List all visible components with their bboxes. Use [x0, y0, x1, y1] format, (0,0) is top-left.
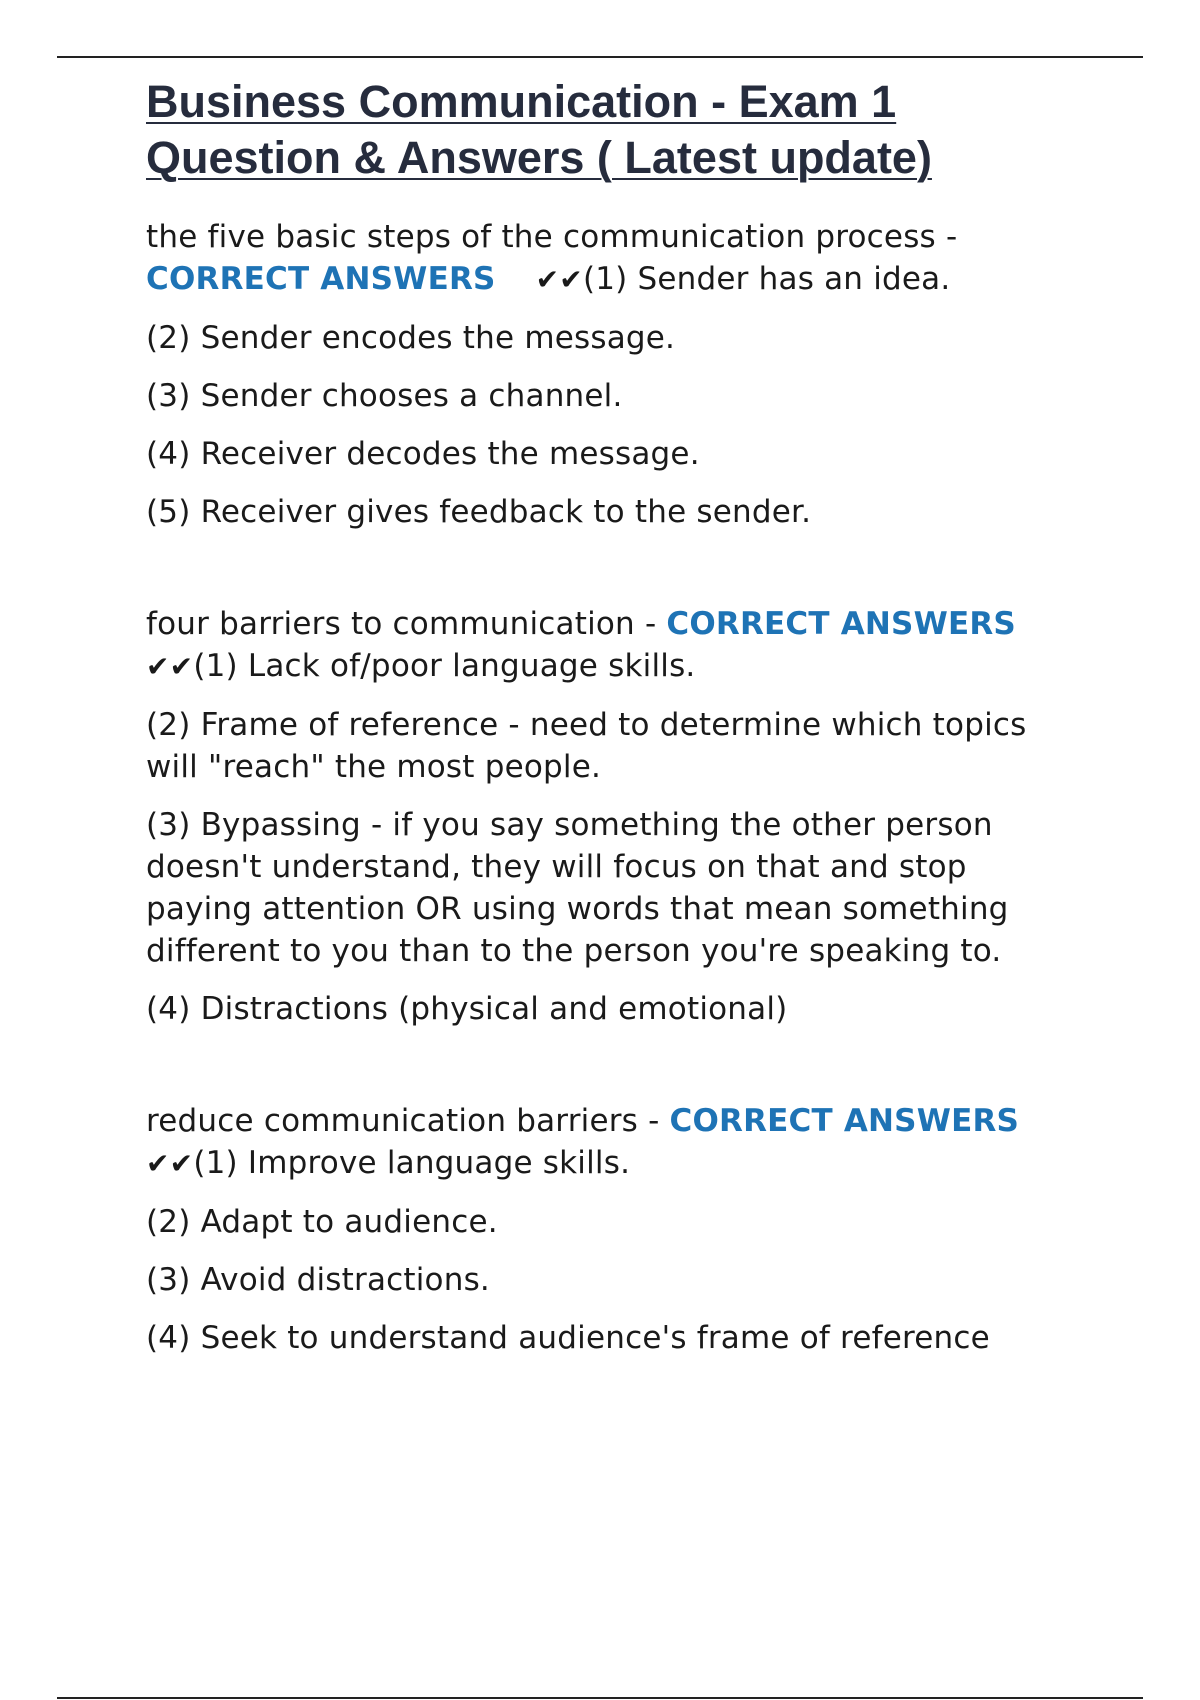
- answer-item: (4) Distractions (physical and emotional): [146, 991, 788, 1027]
- title-line-1: Business Communication - Exam 1: [146, 76, 897, 127]
- answer-text: (1) Improve language skills.: [193, 1145, 631, 1181]
- answer-item: (3) Bypassing - if you say something the other person doesn't understand, they will focus on that and stop paying attention OR using words that mean something different to you than to the person you're speaking to.: [146, 807, 1009, 969]
- answer-text: (1) Sender has an idea.: [582, 261, 951, 297]
- check-marks-icon: ✔✔: [535, 263, 583, 296]
- qa-section-2: [146, 603, 1076, 1030]
- title-line-2: Question & Answers ( Latest update): [146, 132, 932, 183]
- correct-answers-label: CORRECT ANSWERS: [669, 1103, 1020, 1139]
- document-body: [146, 74, 1076, 1375]
- answer-item: (5) Receiver gives feedback to the sender.: [146, 494, 812, 530]
- section-spacer: [146, 1046, 1076, 1100]
- bottom-rule: [57, 1697, 1143, 1699]
- section-spacer: [146, 549, 1076, 603]
- answer-item: (3) Sender chooses a channel.: [146, 378, 623, 414]
- question-3: [146, 1100, 1076, 1185]
- qa-section-3: [146, 1100, 1076, 1359]
- answer-item: (2) Adapt to audience.: [146, 1204, 498, 1240]
- top-rule: [57, 56, 1143, 58]
- question-2: [146, 603, 1076, 688]
- answer-item: (2) Sender encodes the message.: [146, 320, 676, 356]
- question-text: four barriers to communication -: [146, 606, 667, 642]
- document-title: [146, 74, 1076, 186]
- check-marks-icon: ✔✔: [146, 650, 194, 683]
- question-text: the five basic steps of the communication process -: [146, 219, 958, 255]
- answer-item: (2) Frame of reference - need to determine which topics will "reach" the most people.: [146, 707, 1027, 785]
- qa-section-1: [146, 216, 1076, 533]
- answer-item: (3) Avoid distractions.: [146, 1262, 490, 1298]
- question-text: reduce communication barriers -: [146, 1103, 670, 1139]
- answer-item: (4) Seek to understand audience's frame of reference: [146, 1320, 990, 1356]
- answer-text: (1) Lack of/poor language skills.: [193, 648, 696, 684]
- check-marks-icon: ✔✔: [146, 1147, 194, 1180]
- correct-answers-label: CORRECT ANSWERS: [146, 261, 496, 297]
- question-1: [146, 216, 1076, 301]
- correct-answers-label: CORRECT ANSWERS: [666, 606, 1016, 642]
- answer-item: (4) Receiver decodes the message.: [146, 436, 700, 472]
